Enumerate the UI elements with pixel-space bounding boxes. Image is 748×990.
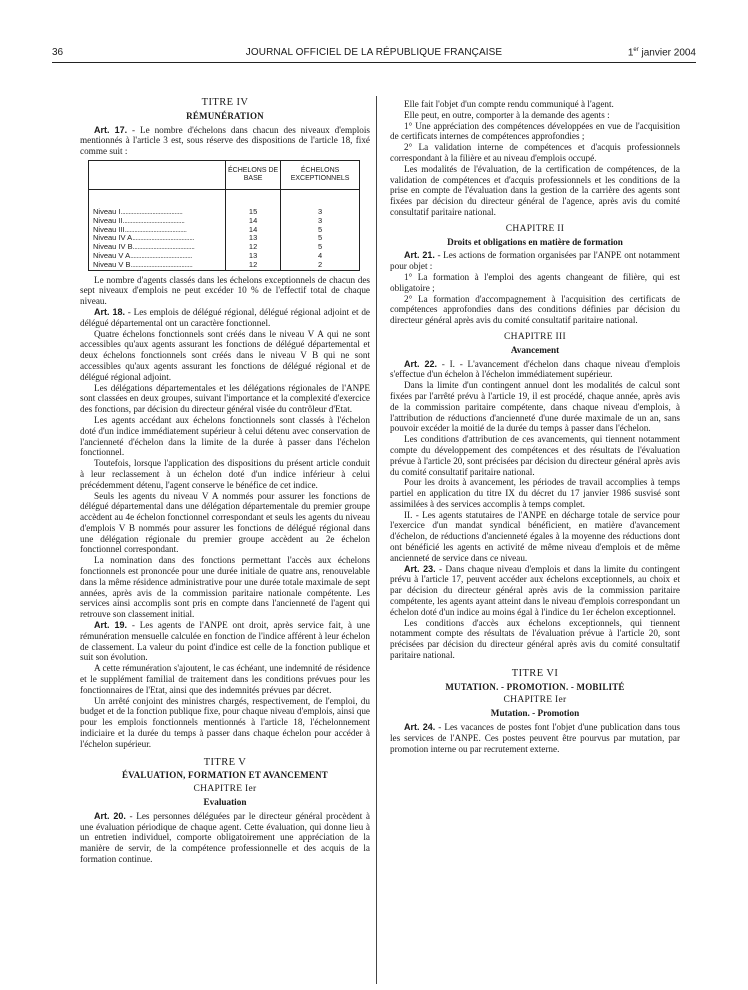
journal-title: JOURNAL OFFICIEL DE LA RÉPUBLIQUE FRANÇAISE [245,47,503,58]
art18-p6: Seuls les agents du niveau V A nommés pour assurer les fonctions de délégué départemental dans une délégation départementale du premier groupe accèdent au 4e échelon fonctionnel correspondant et seuls les agents du niveau d'emplois V B nommés pour assurer les fonctions de délégué régional dans une délégation régionale du premier groupe accèdent au 2e échelon fonctionnel correspondant. [80,490,370,555]
row-base: 13 [226,234,281,243]
row-exc: 5 [281,243,360,252]
art23-p2: Les conditions d'accès aux échelons exceptionnels, qui tiennent notamment compte des résultats de l'évaluation prévue à l'article 20, sont précisées par décision du directeur général après avis du comité consultatif paritaire national. [390,617,680,661]
date-rest: janvier 2004 [641,47,696,59]
art18-p3: Les délégations départementales et les délégations régionales de l'ANPE sont classées en deux groupes, suivant l'importance et la complexité d'exercice des fonctions, par décision du directeur général visée du contrôleur d'Etat. [80,382,370,415]
page-number: 36 [52,47,64,58]
art23-label: Art. 23. [404,563,436,574]
art18-p2: Quatre échelons fonctionnels sont créés dans le niveau V A qui ne sont accessibles qu'aux agents assurant les fonctions de délégué départemental et deux échelons fonctionnels sont créés dans le niveau V B qui ne sont accessibles qu'aux agents assurant les fonctions de délégué régional et de délégué régional adjoint. [80,328,370,382]
row-exc: 3 [281,217,360,226]
art19-label: Art. 19. [94,620,128,631]
table-header-base: ÉCHELONS DE BASE [226,160,281,189]
row-base: 12 [226,261,281,270]
chapitre-2-heading: CHAPITRE II [505,223,565,234]
art22-label: Art. 22. [404,358,437,369]
table-row: Niveau II....................................... 14 3 [89,217,360,226]
art17-after-paragraph: Le nombre d'agents classés dans les échelons exceptionnels de chacun des sept niveaux d'emplois ne peut excéder 10 % de l'effectif total de chaque niveau. [80,274,370,307]
row-label: Niveau III [93,225,125,234]
art19-p2: A cette rémunération s'ajoutent, le cas échéant, une indemnité de résidence et le supplément familial de traitement dans les conditions prévues pour les fonctionnaires de l'Etat, ainsi que des indemnités prévues par décret. [80,663,370,695]
row-label: Niveau V B [93,260,131,269]
row-exc: 4 [281,252,360,261]
table-row: Niveau IV A....................................... 13 5 [89,234,360,243]
chapitre-1-evaluation-heading: CHAPITRE Ier [193,784,257,795]
art24-label: Art. 24. [404,722,436,733]
art22-paragraph [390,359,680,381]
art20-p5: 2° La validation interne de compétences et d'acquis professionnels correspondant à la filière et au niveau d'emplois occupé. [390,142,680,163]
row-exc: 5 [281,226,360,235]
date-day: 1 [627,47,634,59]
art20-label: Art. 20. [94,810,126,821]
art20-paragraph [80,811,370,865]
row-exc: 2 [281,261,360,270]
chapitre-3-heading: CHAPITRE III [504,331,566,342]
art21-paragraph [390,250,680,272]
art18-p7: La nomination dans des fonctions permettant l'accès aux échelons fonctionnels est prononcée pour une durée initiale de quatre ans, renouvelable dans la même résidence administrative pour une durée totale maximale de sept années, après avis de la commission paritaire nationale compétente. Les services ainsi accomplis sont pris en compte dans l'ancienneté de l'agent qui retrouve son classement initial. [80,555,370,620]
art20-p6: Les modalités de l'évaluation, de la certification de compétences, de la validation de compétences et d'acquis professionnels et les conditions de la prise en compte de l'évaluation dans la gestion de la carrière des agents sont fixées par décision du directeur général de l'agence, après avis du comité consultatif paritaire national. [390,163,680,217]
art17-paragraph [80,125,370,157]
row-label: Niveau II [93,216,123,225]
art24-paragraph [390,722,680,754]
chapitre-1-evaluation-subtitle: Evaluation [203,797,247,808]
row-exc: 3 [281,189,360,216]
right-column [390,99,680,754]
art18-paragraph [80,307,370,329]
chapitre-1-mutation-subtitle: Mutation. - Promotion [490,708,580,719]
art21-p3: 2° La formation d'accompagnement à l'acquisition des certificats de compétences approfondies dans des conditions définies par décision du directeur général après avis du comité consultatif paritaire national. [390,293,680,326]
publication-date [628,47,696,58]
art18-label: Art. 18. [94,306,125,317]
art18-text: - Les emplois de délégué régional, délégué régional adjoint et de délégué départemental ont un caractère fonctionnel. [80,306,370,328]
art23-text: - Dans chaque niveau d'emplois et dans la limite du contingent prévu à l'article 17, peuvent accéder aux échelons exceptionnels, au choix et par décision du directeur général après avis de la commission paritaire compétente, les agents ayant atteint dans le niveau d'emplois correspondant un échelon doté d'un indice au moins égal à l'indice du 1er échelon exceptionnel. [390,563,680,617]
date-sup: er [633,47,639,53]
art20-p3: Elle peut, en outre, comporter à la demande des agents : [404,109,610,120]
art18-p4: Les agents accédant aux échelons fonctionnels sont classés à l'échelon doté d'un indice immédiatement supérieur à celui détenu avec conservation de l'ancienneté d'échelon dans la limite de la durée à passer dans l'échelon fonctionnel. [80,414,370,458]
art19-paragraph [80,620,370,663]
art17-label: Art. 17. [94,124,128,135]
titre-vi-subtitle: MUTATION. - PROMOTION. - MOBILITÉ [445,681,625,692]
table-row: Niveau V B....................................... 12 2 [89,261,360,270]
art19-p3: Un arrêté conjoint des ministres chargés, respectivement, de l'emploi, du budget et de la fonction publique fixe, pour chaque niveau d'emplois, ainsi que pour les emplois fonctionnels mentionnés à l'article 18, l'échelonnement indiciaire et la durée du temps à passer dans chaque échelon pour accéder à l'échelon supérieur. [80,695,370,749]
titre-vi-heading: TITRE VI [511,667,559,679]
table-header-blank [89,160,226,189]
row-base: 14 [226,217,281,226]
row-label: Niveau I [93,206,121,216]
titre-iv-subtitle: RÉMUNÉRATION [186,110,264,121]
art21-p2: 1° La formation à l'emploi des agents changeant de filière, qui est obligatoire ; [390,271,680,293]
row-base: 15 [226,189,281,216]
row-base: 14 [226,226,281,235]
row-base: 12 [226,243,281,252]
header-rule [52,62,696,63]
row-label: Niveau V A [93,251,131,260]
art18-p5: Toutefois, lorsque l'application des dispositions du présent article conduit à leur reclassement à un échelon doté d'un indice inférieur à celui précédemment détenu, l'agent conserve le bénéfice de cet indice. [80,458,370,490]
echelons-table [88,160,360,271]
art21-label: Art. 21. [404,250,435,261]
table-row: Niveau I....................................... 15 3 [89,189,360,216]
art22-text: - I. - L'avancement d'échelon dans chaque niveau d'emplois s'effectue d'un échelon à l'échelon immédiatement supérieur. [390,358,680,380]
row-label: Niveau IV B [93,243,133,252]
table-header-exceptionnels: ÉCHELONS EXCEPTIONNELS [281,160,360,189]
art21-text: - Les actions de formation organisées par l'ANPE ont notamment pour objet : [390,250,680,272]
art20-p2: Elle fait l'objet d'un compte rendu communiqué à l'agent. [404,99,614,109]
row-label: Niveau IV A [93,234,133,243]
table-row: Niveau IV B....................................... 12 5 [89,243,360,252]
column-divider [376,96,377,984]
chapitre-2-subtitle: Droits et obligations en matière de formation [447,236,623,247]
chapitre-3-subtitle: Avancement [510,344,560,355]
art22-p5: II. - Les agents statutaires de l'ANPE en décharge totale de service pour l'exercice d'un mandat syndical bénéficient, en matière d'avancement d'échelon, de réductions d'ancienneté égales à la moyenne des réductions dont ont bénéficié les agents en activité de même niveau d'emplois et de même ancienneté de service dans ce niveau. [390,509,680,563]
art22-p4: Pour les droits à avancement, les périodes de travail accomplies à temps partiel en application du titre IX du décret du 17 janvier 1986 susvisé sont assimilées à des services accomplis à temps complet. [390,477,680,509]
art20-p4: 1° Une appréciation des compétences développées en vue de l'acquisition de certificats internes de compétences approfondies ; [390,120,680,142]
left-column [80,96,370,865]
row-base: 13 [226,252,281,261]
table-row: Niveau III....................................... 14 5 [89,226,360,235]
page-header [52,44,696,62]
art23-paragraph [390,564,680,618]
art24-text: - Les vacances de postes font l'objet d'une publication dans tous les services de l'ANPE. Ces postes peuvent être pourvus par mutation, par promotion interne ou par recrutement externe. [390,722,680,754]
art17-text: - Le nombre d'échelons dans chacun des niveaux d'emplois mentionnés à l'article 3 est, sous réserve des dispositions de l'article 18, fixé comme suit : [80,124,371,157]
chapitre-1-mutation-heading: CHAPITRE Ier [503,695,567,706]
table-header-row [89,160,360,189]
art20-text: - Les personnes déléguées par le directeur général procèdent à une évaluation périodique de chaque agent. Cette évaluation, qui donne lieu à un entretien individuel, comporte obligatoirement une appréciation de la manière de servir, de la compétence professionnelle et des acquis de la formation continue. [80,810,371,864]
art22-p3: Les conditions d'attribution de ces avancements, qui tiennent notamment compte du développement des compétences et des résultats de l'évaluation prévue à l'article 20, sont précisées par décision du directeur général après avis du comité consultatif paritaire national. [390,434,680,477]
titre-v-heading: TITRE V [203,756,247,768]
art19-text: - Les agents de l'ANPE ont droit, après service fait, à une rémunération mensuelle calculée en fonction de l'indice afférent à leur échelon de classement. La valeur du point d'indice est celle de la fonction publique et suit son évolution. [80,620,371,663]
titre-iv-heading: TITRE IV [201,97,249,108]
row-exc: 5 [281,234,360,243]
table-row: Niveau V A....................................... 13 4 [89,252,360,261]
titre-v-subtitle: ÉVALUATION, FORMATION ET AVANCEMENT [121,770,329,781]
art22-p2: Dans la limite d'un contingent annuel dont les modalités de calcul sont fixées par l'arrêté prévu à l'article 19, il est procédé, chaque année, après avis de la commission paritaire compétente, dans chaque niveau d'emplois, à l'attribution de réductions d'ancienneté d'une durée maximale de un an, sans pouvoir excéder la moitié de la durée du temps à passer dans l'échelon. [390,380,680,434]
